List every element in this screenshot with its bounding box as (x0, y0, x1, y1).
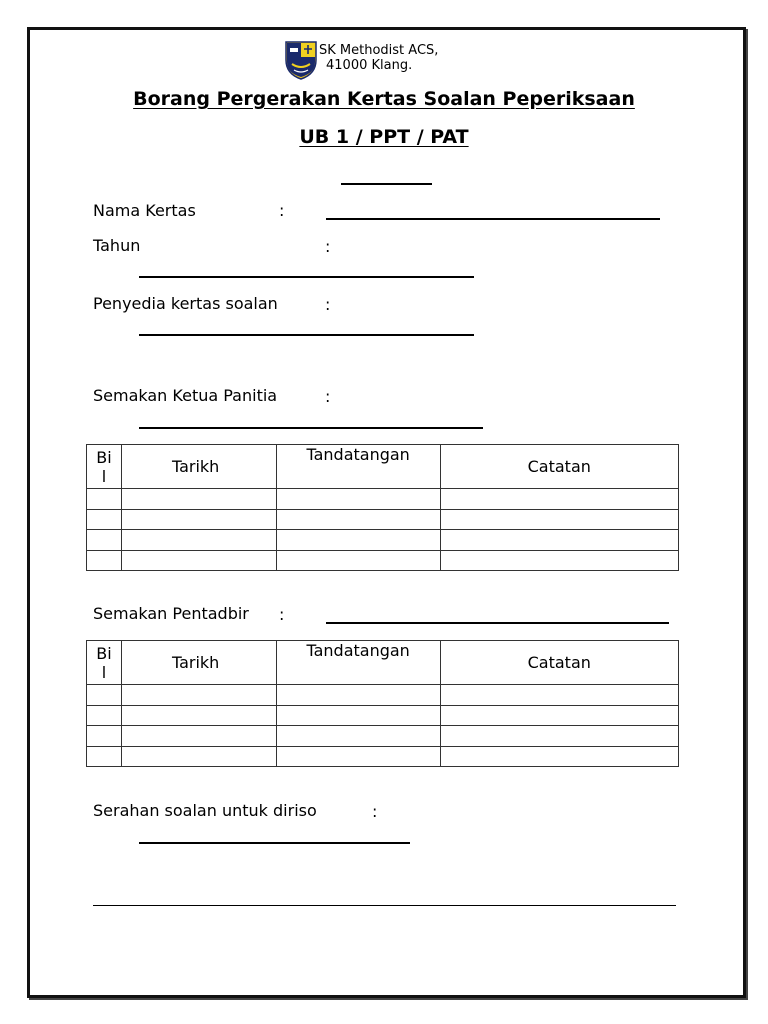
penyedia-colon: : (325, 295, 331, 314)
semakan-ketua-label: Semakan Ketua Panitia (93, 386, 278, 405)
table-row (87, 530, 679, 551)
table-cell[interactable] (87, 550, 122, 571)
tarikh-header: Tarikh (121, 445, 276, 489)
table-cell[interactable] (121, 746, 276, 767)
table-cell[interactable] (440, 705, 678, 726)
table-cell[interactable] (87, 746, 122, 767)
school-header (284, 40, 484, 82)
table-cell[interactable] (440, 530, 678, 551)
table-cell[interactable] (276, 726, 440, 747)
table-cell[interactable] (121, 550, 276, 571)
pentadbir-table (86, 640, 679, 767)
tahun-colon: : (325, 237, 331, 256)
table-cell[interactable] (121, 685, 276, 706)
table-cell[interactable] (276, 685, 440, 706)
serahan-field[interactable] (139, 842, 410, 844)
penyedia-field[interactable] (139, 334, 474, 336)
form-title: Borang Pergerakan Kertas Soalan Peperiksaan (133, 88, 635, 110)
table-row (87, 550, 679, 571)
table-header-row (87, 445, 679, 489)
table-cell[interactable] (276, 509, 440, 530)
table-cell[interactable] (276, 530, 440, 551)
table-cell[interactable] (121, 726, 276, 747)
semakan-ketua-colon: : (325, 387, 331, 406)
table-row (87, 746, 679, 767)
table-row (87, 685, 679, 706)
table-cell[interactable] (440, 509, 678, 530)
penyedia-label: Penyedia kertas soalan (93, 294, 278, 313)
nama-kertas-colon: : (279, 201, 285, 220)
semakan-pentadbir-colon: : (279, 605, 285, 624)
semakan-pentadbir-label: Semakan Pentadbir (93, 604, 249, 623)
table-row (87, 705, 679, 726)
table-header-row (87, 641, 679, 685)
table-cell[interactable] (276, 550, 440, 571)
catatan-header: Catatan (440, 445, 678, 489)
table-cell[interactable] (440, 746, 678, 767)
table-cell[interactable] (87, 530, 122, 551)
tarikh-header: Tarikh (121, 641, 276, 685)
bottom-rule (93, 905, 676, 906)
table-cell[interactable] (440, 550, 678, 571)
form-subtitle: UB 1 / PPT / PAT (299, 126, 469, 148)
tahun-label: Tahun (93, 236, 141, 255)
table-cell[interactable] (440, 685, 678, 706)
table-cell[interactable] (87, 509, 122, 530)
table-cell[interactable] (87, 489, 122, 510)
school-name: SK Methodist ACS, (319, 43, 439, 58)
nama-kertas-label: Nama Kertas (93, 201, 196, 220)
catatan-header: Catatan (440, 641, 678, 685)
table-cell[interactable] (276, 489, 440, 510)
bil-header: Bi l (87, 445, 122, 489)
table-cell[interactable] (121, 705, 276, 726)
table-cell[interactable] (121, 530, 276, 551)
table-cell[interactable] (87, 685, 122, 706)
tandatangan-header: Tandatangan (276, 445, 440, 489)
nama-kertas-field[interactable] (326, 218, 660, 220)
tahun-field[interactable] (139, 276, 474, 278)
serahan-label: Serahan soalan untuk diriso (93, 801, 317, 820)
school-crest-logo (284, 40, 318, 80)
table-cell[interactable] (87, 726, 122, 747)
table-cell[interactable] (440, 726, 678, 747)
semakan-ketua-field[interactable] (139, 427, 483, 429)
table-cell[interactable] (276, 705, 440, 726)
title-blank-line (341, 183, 432, 185)
table-cell[interactable] (276, 746, 440, 767)
table-row (87, 726, 679, 747)
table-cell[interactable] (440, 489, 678, 510)
bil-header: Bi l (87, 641, 122, 685)
school-city: 41000 Klang. (326, 58, 413, 73)
tandatangan-header: Tandatangan (276, 641, 440, 685)
table-cell[interactable] (121, 489, 276, 510)
serahan-colon: : (372, 802, 378, 821)
table-cell[interactable] (87, 705, 122, 726)
table-row (87, 509, 679, 530)
table-row (87, 489, 679, 510)
ketua-panitia-table (86, 444, 679, 571)
semakan-pentadbir-field[interactable] (326, 622, 669, 624)
table-cell[interactable] (121, 509, 276, 530)
